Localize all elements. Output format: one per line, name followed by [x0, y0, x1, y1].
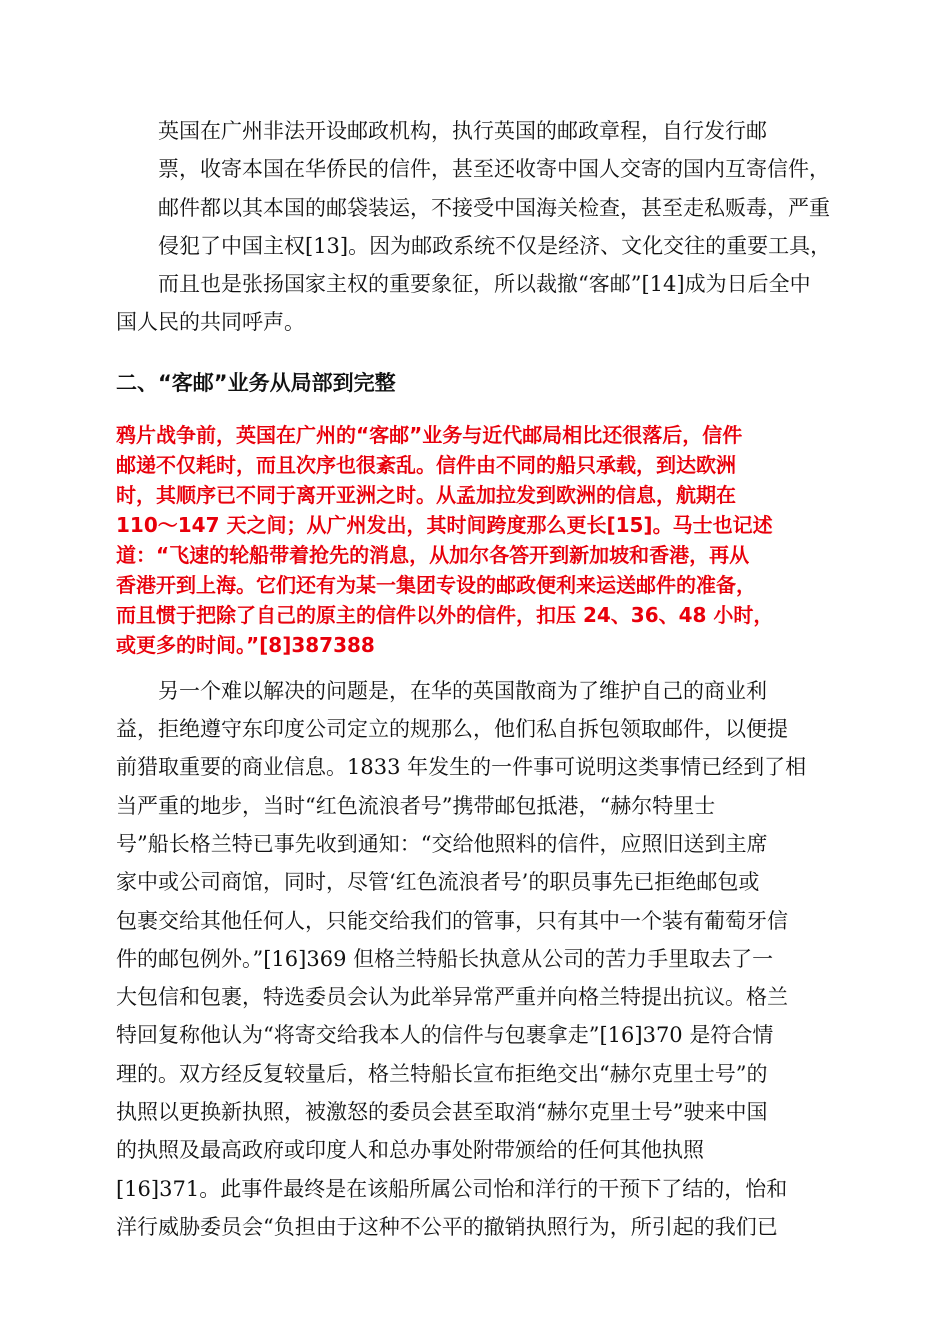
- text-line: 110～147 天之间；从广州发出，其时间跨度那么更长[15]。马士也记述: [116, 512, 773, 537]
- document-page: [116, 112, 834, 1246]
- text-line: 国人民的共同呼声。: [116, 310, 305, 335]
- text-line: 执照以更换新执照，被激怒的委员会甚至取消“赫尔克里士号”驶来中国: [116, 1100, 768, 1125]
- text-line: 号”船长格兰特已事先收到通知：“交给他照料的信件，应照旧送到主席: [116, 831, 768, 856]
- text-line: 鸦片战争前，英国在广州的“客邮”业务与近代邮局相比还很落后，信件: [116, 422, 743, 447]
- text-line: 邮件都以其本国的邮袋装运，不接受中国海关检查，甚至走私贩毒，严重: [158, 195, 830, 220]
- text-line: 件的邮包例外。”[16]369 但格兰特船长执意从公司的苦力手里取去了一: [116, 946, 774, 971]
- text-line: 家中或公司商馆，同时，尽管‘红色流浪者号’的职员事先已拒绝邮包或: [116, 870, 760, 895]
- text-line: 道：“飞速的轮船带着抢先的消息，从加尔各答开到新加坡和香港，再从: [116, 542, 750, 567]
- text-line: 当严重的地步，当时“红色流浪者号”携带邮包抵港，“赫尔特里士: [116, 793, 716, 818]
- text-line: 票，收寄本国在华侨民的信件，甚至还收寄中国人交寄的国内互寄信件，: [158, 157, 830, 182]
- text-line: 理的。双方经反复较量后，格兰特船长宣布拒绝交出“赫尔克里士号”的: [116, 1061, 768, 1086]
- text-line: 时，其顺序已不同于离开亚洲之时。从孟加拉发到欧洲的信息，航期在: [116, 482, 736, 507]
- text-line: 包裹交给其他任何人，只能交给我们的管事，只有其中一个装有葡萄牙信: [116, 908, 788, 933]
- section-heading: 二、“客邮”业务从局部到完整: [116, 370, 396, 395]
- text-line: 邮递不仅耗时，而且次序也很紊乱。信件由不同的船只承载，到达欧洲: [116, 452, 736, 477]
- text-line: 而且惯于把除了自己的原主的信件以外的信件，扣压 24、36、48 小时，: [116, 602, 774, 627]
- text-line: 洋行威胁委员会“负担由于这种不公平的撤销执照行为，所引起的我们已: [116, 1214, 778, 1239]
- text-line: 而且也是张扬国家主权的重要象征，所以裁撤“客邮”[14]成为日后全中: [158, 272, 811, 297]
- text-line: 益，拒绝遵守东印度公司定立的规那么，他们私自拆包领取邮件，以便提: [116, 717, 788, 742]
- text-line: 大包信和包裹，特选委员会认为此举异常严重并向格兰特提出抗议。格兰: [116, 985, 788, 1010]
- text-line: 前猎取重要的商业信息。1833 年发生的一件事可说明这类事情已经到了相: [116, 755, 807, 780]
- text-line: 特回复称他认为“将寄交给我本人的信件与包裹拿走”[16]370 是符合情: [116, 1023, 774, 1048]
- text-line: [16]371。此事件最终是在该船所属公司怡和洋行的干预下了结的，怡和: [116, 1176, 788, 1201]
- paragraph-intro: [116, 112, 834, 342]
- text-line: 英国在广州非法开设邮政机构，执行英国的邮政章程，自行发行邮: [158, 119, 767, 143]
- paragraph-body: [116, 672, 834, 1246]
- text-line: 侵犯了中国主权[13]。因为邮政系统不仅是经济、文化交往的重要工具，: [158, 233, 832, 258]
- text-line: 另一个难以解决的问题是，在华的英国散商为了维护自己的商业利: [158, 678, 767, 703]
- highlighted-paragraph: [116, 420, 834, 660]
- text-line: 或更多的时间。”[8]387388: [116, 632, 375, 657]
- text-line: 的执照及最高政府或印度人和总办事处附带颁给的任何其他执照: [116, 1138, 704, 1163]
- text-line: 香港开到上海。它们还有为某一集团专设的邮政便利来运送邮件的准备，: [116, 572, 756, 597]
